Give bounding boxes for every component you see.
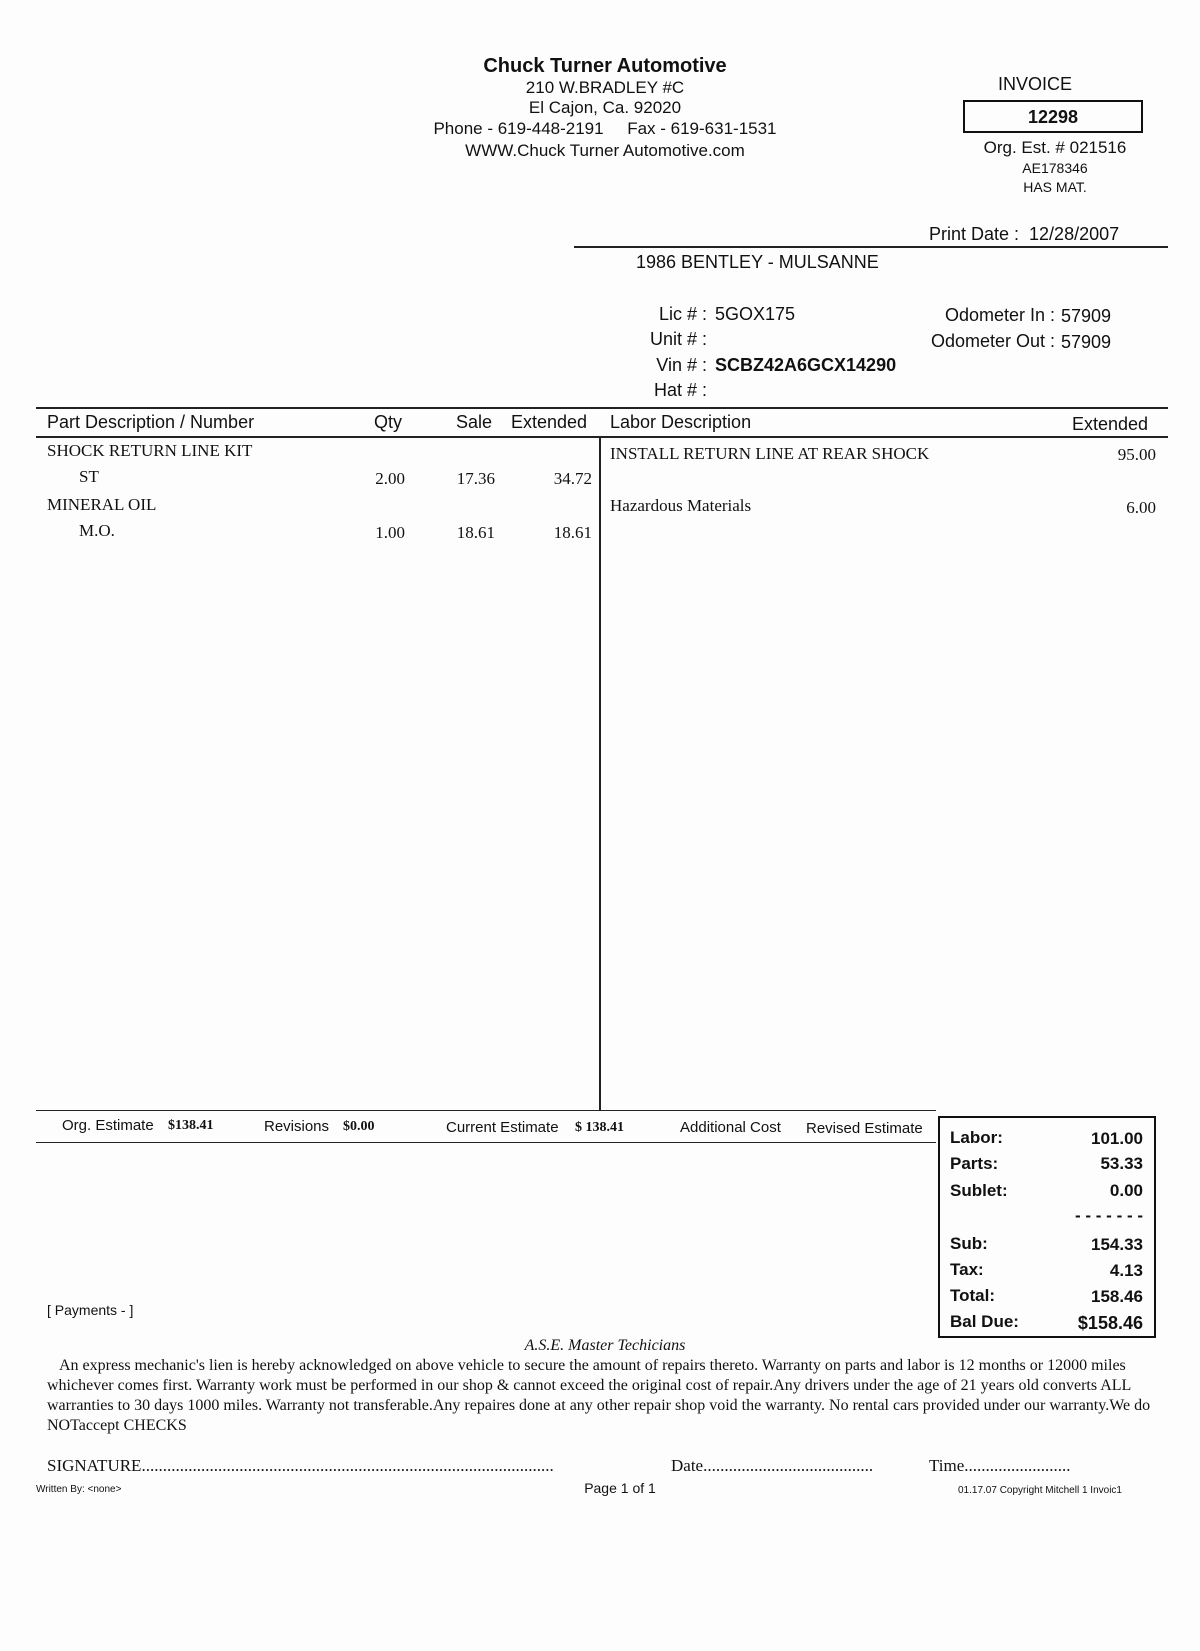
total-value: 158.46: [1091, 1287, 1143, 1306]
vehicle-title: 1986 BENTLEY - MULSANNE: [636, 252, 879, 272]
signature-line: SIGNATURE.................................................................................................: [47, 1456, 554, 1475]
col-sale: Sale: [456, 412, 493, 432]
shop-name: Chuck Turner Automotive: [483, 55, 727, 77]
parts-total-value: 53.33: [1100, 1154, 1143, 1173]
lic-label: Lic # :: [658, 304, 707, 324]
shop-address: 210 W.BRADLEY #C: [525, 78, 685, 97]
shop-city: El Cajon, Ca. 92020: [528, 98, 682, 117]
written-by: Written By: <none>: [36, 1484, 122, 1495]
print-date: Print Date : 12/28/2007: [929, 224, 1120, 244]
col-labor-extended: Extended: [1072, 414, 1149, 434]
part-qty: 2.00: [375, 469, 405, 488]
part-number: M.O.: [79, 521, 115, 540]
odometer-out-value: 57909: [1061, 332, 1112, 352]
part-qty: 1.00: [375, 523, 405, 542]
balance-due-label: Bal Due:: [950, 1312, 1019, 1331]
balance-due-value: $158.46: [1077, 1313, 1143, 1333]
time-line: Time.........................: [929, 1456, 1071, 1475]
part-number: ST: [79, 467, 99, 486]
unit-label: Unit # :: [649, 329, 707, 349]
revised-estimate-label: Revised Estimate: [806, 1120, 923, 1137]
org-est-number: Org. Est. # 021516: [983, 138, 1127, 157]
sub-total-value: 154.33: [1091, 1235, 1143, 1254]
column-divider: [599, 437, 601, 1110]
lic-value: 5GOX175: [715, 304, 796, 324]
org-estimate-label: Org. Estimate: [62, 1117, 154, 1134]
subtotal-dashes: - - - - - - -: [1075, 1206, 1143, 1225]
revisions-label: Revisions: [264, 1118, 330, 1135]
legal-text: An express mechanic's lien is hereby acknowledged on above vehicle to secure the amount of repairs thereto. Warranty on parts and labor is 12 months or 12000 miles whichever comes first. Warranty work must be performed in our shop & cannot exceed the original cost of repair.Any drivers under the age of 21 years old converts ALL warranties to 30 days 1000 miles. Warranty not transferable.Any repaires done at any other repair shop void the warranty. No rental cars provided under our warranty.We do NOTaccept CHECKS: [47, 1357, 1151, 1434]
labor-total-value: 101.00: [1091, 1129, 1143, 1148]
odometer-out-label: Odometer Out :: [930, 331, 1055, 351]
table-header-rule: [36, 436, 1168, 438]
org-estimate-value: $138.41: [168, 1118, 214, 1133]
sublet-total-value: 0.00: [1109, 1181, 1143, 1200]
sub-total-label: Sub:: [950, 1234, 988, 1253]
total-label: Total:: [950, 1286, 996, 1305]
header-rule: [574, 246, 1168, 248]
estimate-top-rule: [36, 1110, 936, 1111]
labor-extended: 95.00: [1117, 445, 1156, 464]
table-top-rule: [36, 407, 1168, 409]
shop-website: WWW.Chuck Turner Automotive.com: [465, 141, 745, 160]
odometer-in-value: 57909: [1061, 306, 1112, 326]
labor-total-label: Labor:: [950, 1128, 1003, 1147]
col-part-description: Part Description / Number: [47, 412, 255, 432]
parts-total-label: Parts:: [950, 1154, 999, 1173]
current-estimate-label: Current Estimate: [446, 1119, 559, 1136]
part-extended: 18.61: [553, 523, 592, 542]
tax-value: 4.13: [1109, 1261, 1143, 1280]
part-extended: 34.72: [553, 469, 592, 488]
current-estimate-value: $ 138.41: [575, 1120, 624, 1135]
date-line: Date........................................: [671, 1456, 874, 1475]
part-sale: 18.61: [456, 523, 495, 542]
sublet-total-label: Sublet:: [950, 1181, 1008, 1200]
col-extended: Extended: [511, 412, 588, 432]
labor-extended: 6.00: [1126, 498, 1156, 517]
invoice-number: 12298: [963, 100, 1143, 133]
revisions-value: $0.00: [343, 1119, 375, 1134]
ase-line: A.S.E. Master Techicians: [524, 1337, 686, 1354]
page-number: Page 1 of 1: [584, 1480, 656, 1496]
estimate-bottom-rule: [36, 1142, 936, 1143]
part-description: SHOCK RETURN LINE KIT: [47, 441, 253, 460]
vin-value: SCBZ42A6GCX14290: [715, 355, 897, 375]
hat-label: Hat # :: [653, 380, 707, 400]
invoice-code-ae: AE178346: [1022, 160, 1088, 176]
copyright: 01.17.07 Copyright Mitchell 1 Invoic1: [958, 1485, 1122, 1496]
vin-label: Vin # :: [656, 355, 707, 375]
part-sale: 17.36: [456, 469, 495, 488]
part-description: MINERAL OIL: [47, 495, 157, 514]
labor-description: INSTALL RETURN LINE AT REAR SHOCK: [610, 444, 930, 463]
col-qty: Qty: [374, 412, 403, 432]
totals-box: [938, 1116, 1156, 1338]
payments-label: [ Payments - ]: [47, 1302, 134, 1318]
invoice-code-hasmat: HAS MAT.: [1023, 179, 1087, 195]
labor-description: Hazardous Materials: [610, 496, 752, 515]
shop-phone-fax: Phone - 619-448-2191 Fax - 619-631-1531: [433, 119, 777, 138]
invoice-label: INVOICE: [997, 74, 1072, 94]
col-labor-description: Labor Description: [610, 412, 752, 432]
additional-cost-label: Additional Cost: [680, 1119, 781, 1136]
odometer-in-label: Odometer In :: [944, 305, 1055, 325]
tax-label: Tax:: [950, 1260, 984, 1279]
